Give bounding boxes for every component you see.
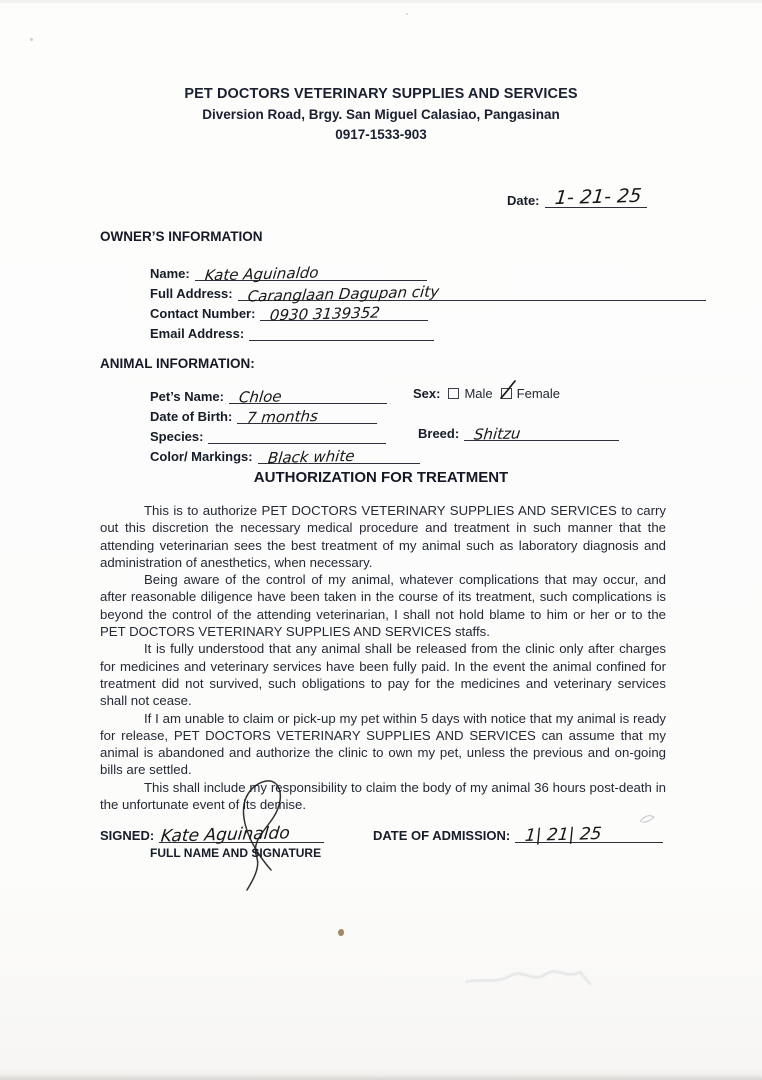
authorization-paragraph-4: If I am unable to claim or pick-up my pet within 5 days with notice that my animal is ready for release, PET DOCTORS VETERINARY SUPPLIES AND SERVICES can assume that my animal is abandoned and authorize the clinic to own my pet, unless the previous and on-going bills are settled. [100, 710, 666, 778]
signature-caption: FULL NAME AND SIGNATURE [150, 846, 322, 860]
authorization-paragraph-2: Being aware of the control of my animal, whatever complications that may occur, and after reasonable diligence have been taken in the course of its treatment, such complications is beyond the control of the attending veterinarian, I shall not hold blame to him or her or to the PET DOCTORS VETERINARY SUPPLIES AND SERVICES staffs. [100, 572, 666, 640]
breed-label: Breed: [418, 426, 460, 441]
female-checkmark-icon [499, 379, 519, 401]
pet-name-underline [229, 387, 387, 407]
owner-fields [150, 261, 706, 341]
authorization-paragraph-1: This is to authorize PET DOCTORS VETERINARY SUPPLIES AND SERVICES to carry out this discretion the necessary medical procedure and treatment in such manner that the attending veterinarian sees the best treatment of my animal such as laboratory diagnosis and administration of anesthetics, when necessary. [100, 503, 666, 570]
scan-dot [30, 38, 33, 41]
authorization-body [100, 502, 666, 813]
scan-top-edge [0, 0, 762, 3]
clinic-phone: 0917-1533-903 [335, 127, 427, 142]
owner-name-handwritten-value: Kate Aguinaldo [203, 263, 320, 285]
pet-name-label: Pet’s Name: [150, 389, 224, 404]
authorization-title: AUTHORIZATION FOR TREATMENT [253, 469, 509, 486]
breed-underline [464, 424, 619, 444]
owner-address-handwritten-value: Caranglaan Dagupan city [246, 282, 440, 306]
sex-label: Sex: [413, 386, 441, 401]
admission-date-field [373, 824, 663, 846]
animal-fields [150, 384, 420, 468]
owner-name-row [150, 261, 706, 285]
color-markings-handwritten-value: Black white [266, 446, 356, 468]
male-checkbox [448, 388, 459, 399]
owner-email-underline [249, 324, 434, 341]
animal-section-heading: ANIMAL INFORMATION: [100, 356, 255, 371]
admission-date-handwritten-value: 1| 21| 25 [524, 824, 603, 846]
clinic-address: Diversion Road, Brgy. San Miguel Calasiao, Pangasinan [202, 107, 560, 122]
clinic-header [0, 86, 762, 142]
breed-field [418, 424, 619, 444]
owner-email-row [150, 321, 706, 341]
color-markings-underline [258, 446, 420, 468]
owner-address-row [150, 281, 706, 306]
color-markings-row [150, 444, 420, 468]
date-underline [545, 184, 647, 210]
owner-contact-label: Contact Number: [150, 306, 256, 321]
pet-name-handwritten-value: Chloe [238, 387, 283, 407]
signed-label: SIGNED: [100, 828, 155, 843]
birth-date-handwritten-value: 7 months [246, 407, 320, 427]
date-handwritten-value: 1- 21- 25 [553, 184, 642, 210]
authorization-paragraph-5: This shall include my responsibility to claim the body of my animal 36 hours post-death in the unfortunate event of its demise. [100, 779, 666, 813]
scan-speck [338, 929, 344, 936]
admission-date-label: DATE OF ADMISSION: [373, 828, 511, 843]
owner-address-label: Full Address: [150, 286, 233, 301]
owner-contact-row [150, 301, 706, 325]
male-option-label: Male [464, 386, 493, 401]
date-field [507, 184, 647, 210]
female-option-label: Female [516, 386, 561, 401]
sex-field [413, 386, 560, 401]
owner-name-underline [195, 263, 427, 285]
pet-name-row [150, 384, 420, 407]
signed-row [100, 823, 324, 847]
signed-handwritten-name: Kate Aguinaldo [160, 823, 291, 847]
date-label: Date: [507, 193, 540, 208]
clinic-name: PET DOCTORS VETERINARY SUPPLIES AND SERVICES [184, 86, 578, 102]
authorization-paragraph-3: It is fully understood that any animal shall be released from the clinic only after charges for medicines and veterinary services have been fully paid. In the event the animal confined for treatment did not survived, such obligations to pay for the medicines and veterinary services shall not cease. [100, 641, 666, 709]
birth-date-row [150, 404, 420, 427]
signature-block [100, 823, 324, 860]
signed-underline [159, 823, 324, 847]
species-row [150, 424, 420, 444]
owner-contact-handwritten-value: 0930 3139352 [269, 303, 382, 325]
owner-email-label: Email Address: [150, 326, 245, 341]
birth-date-underline [237, 407, 377, 427]
owner-name-label: Name: [150, 266, 190, 281]
species-underline [208, 427, 386, 444]
owner-contact-underline [260, 303, 428, 325]
breed-handwritten-value: Shitzu [473, 424, 522, 444]
pen-smudge-mark [638, 808, 664, 830]
species-label: Species: [150, 429, 204, 444]
bleed-through-mark [462, 958, 602, 994]
scan-bottom-edge [0, 1075, 762, 1080]
female-checkbox [501, 388, 512, 399]
owner-address-underline [238, 282, 706, 306]
scan-dot [406, 13, 408, 15]
color-markings-label: Color/ Markings: [150, 449, 253, 464]
birth-date-label: Date of Birth: [150, 409, 233, 424]
owner-section-heading: OWNER’S INFORMATION [100, 229, 263, 244]
